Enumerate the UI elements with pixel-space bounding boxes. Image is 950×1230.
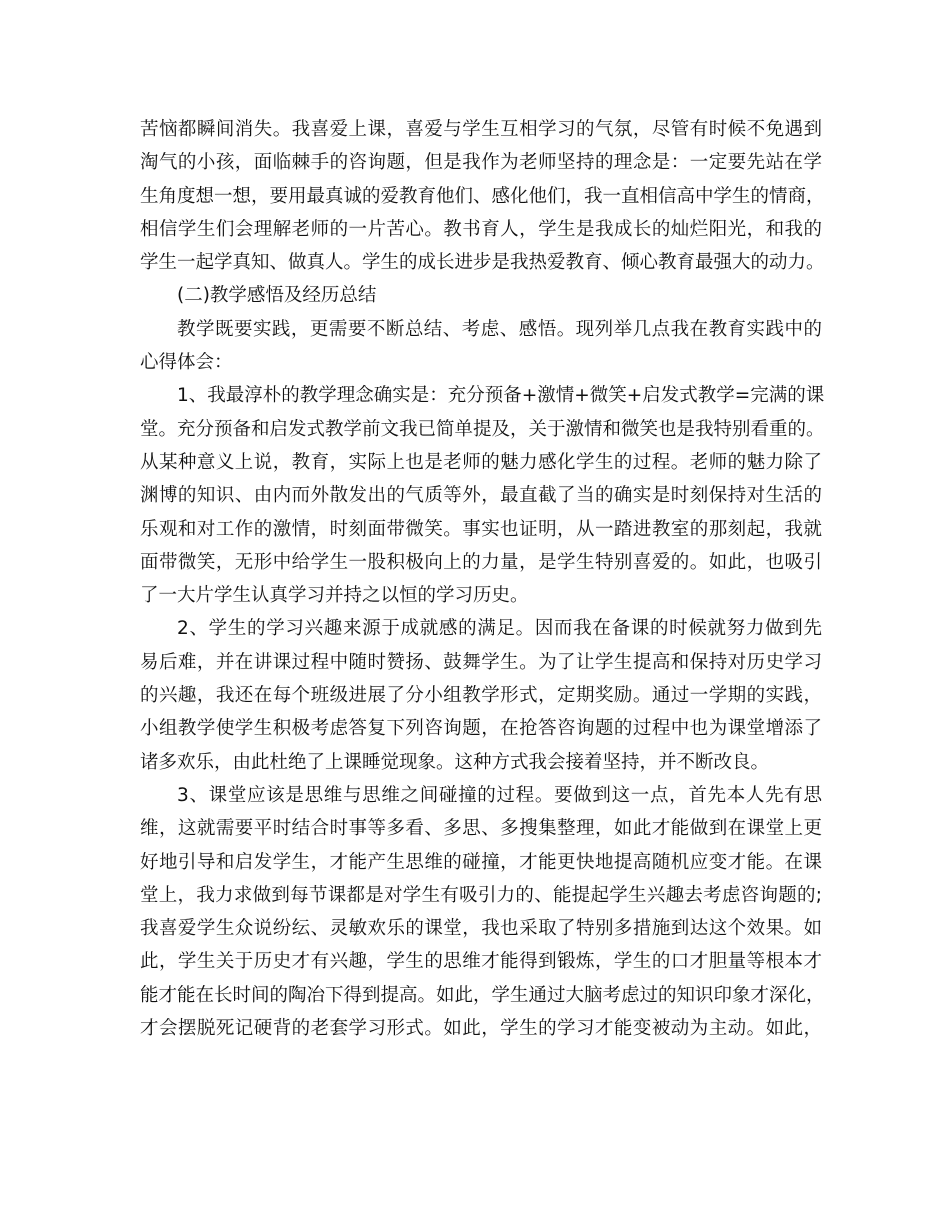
text-line: 渊博的知识、由内而外散发出的气质等外，最直截了当的确实是时刻保持对生活的 [140, 485, 822, 507]
text-line: 维，这就需要平时结合时事等多看、多思、多搜集整理，如此才能做到在课堂上更 [140, 818, 822, 840]
text-line: 堂。充分预备和启发式教学前文我已简单提及，关于激情和微笑也是我特别看重的。 [140, 418, 825, 440]
text-line: 从某种意义上说，教育，实际上也是老师的魅力感化学生的过程。老师的魅力除了 [140, 451, 822, 473]
text-line: 我喜爱学生众说纷纭、灵敏欢乐的课堂，我也采取了特别多措施到达这个效果。如 [140, 918, 822, 940]
text-line: 的兴趣，我还在每个班级进展了分小组教学形式，定期奖励。通过一学期的实践， [140, 685, 822, 707]
text-line: 2、学生的学习兴趣来源于成就感的满足。因而我在备课的时候就努力做到先 [177, 618, 822, 640]
text-line: 好地引导和启发学生，才能产生思维的碰撞，才能更快地提高随机应变才能。在课 [140, 851, 822, 873]
text-line: 才会摆脱死记硬背的老套学习形式。如此，学生的学习才能变被动为主动。如此， [140, 1018, 822, 1040]
document-body [140, 113, 825, 1045]
text-line: 诸多欢乐，由此杜绝了上课睡觉现象。这种方式我会接着坚持，并不断改良。 [140, 751, 770, 773]
text-line: 生角度想一想，要用最真诚的爱教育他们、感化他们，我一直相信高中学生的情商， [140, 185, 825, 207]
text-line: 乐观和对工作的激情，时刻面带微笑。事实也证明，从一踏进教室的那刻起，我就 [140, 518, 822, 540]
text-line: 易后难，并在讲课过程中随时赞扬、鼓舞学生。为了让学生提高和保持对历史学习 [140, 651, 822, 673]
text-line: 相信学生们会理解老师的一片苦心。教书育人，学生是我成长的灿烂阳光，和我的 [140, 218, 822, 240]
text-line: 小组教学使学生积极考虑答复下列咨询题，在抢答咨询题的过程中也为课堂增添了 [140, 718, 822, 740]
text-line: 苦恼都瞬间消失。我喜爱上课，喜爱与学生互相学习的气氛，尽管有时候不免遇到 [140, 119, 822, 140]
text-line: 教学既要实践，更需要不断总结、考虑、感悟。现列举几点我在教育实践中的 [177, 318, 822, 340]
text-line: 淘气的小孩，面临棘手的咨询题，但是我作为老师坚持的理念是：一定要先站在学 [140, 152, 822, 174]
text-line: 此，学生关于历史才有兴趣，学生的思维才能得到锻炼，学生的口才胆量等根本才 [140, 951, 822, 973]
text-line: 心得体会： [140, 352, 233, 374]
text-line: 了一大片学生认真学习并持之以恒的学习历史。 [140, 585, 529, 607]
text-line: 能才能在长时间的陶冶下得到提高。如此，学生通过大脑考虑过的知识印象才深化， [140, 984, 825, 1006]
text-line: 学生一起学真知、做真人。学生的成长进步是我热爱教育、倾心教育最强大的动力。 [140, 252, 825, 274]
text-line: 堂上，我力求做到每节课都是对学生有吸引力的、能提起学生兴趣去考虑咨询题的; [140, 884, 822, 906]
text-line: 3、课堂应该是思维与思维之间碰撞的过程。要做到这一点，首先本人先有思 [177, 784, 822, 806]
section-heading: (二)教学感悟及经历总结 [177, 285, 377, 307]
text-line: 1、我最淳朴的教学理念确实是：充分预备+激情+微笑+启发式教学=完满的课 [177, 385, 825, 407]
text-line: 面带微笑，无形中给学生一股积极向上的力量，是学生特别喜爱的。如此，也吸引 [140, 551, 822, 573]
